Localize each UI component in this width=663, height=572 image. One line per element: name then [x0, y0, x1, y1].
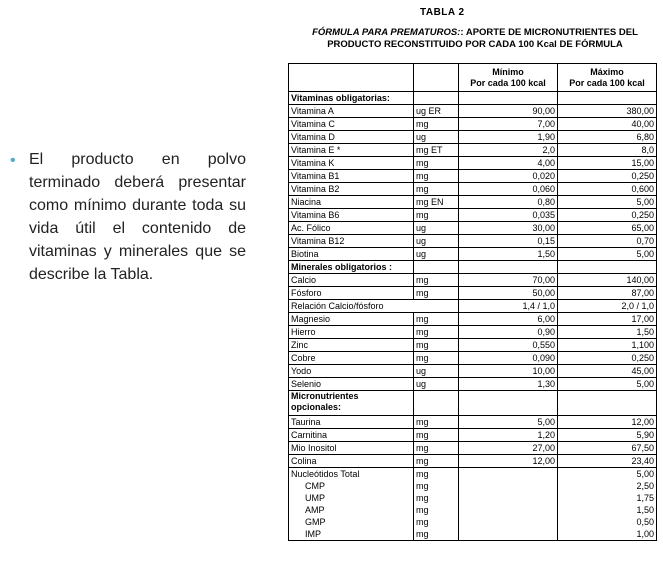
table-section-row — [289, 391, 657, 416]
table-row — [289, 365, 657, 378]
table-row — [289, 516, 657, 528]
unit-cell: mg — [414, 442, 459, 455]
table-section-row — [289, 261, 657, 274]
unit-cell: ug — [414, 235, 459, 248]
nutrient-name-cell: Vitamina K — [289, 157, 414, 170]
min-value-cell: 0,060 — [459, 183, 558, 196]
table-row — [289, 131, 657, 144]
max-value-cell: 1,00 — [558, 528, 657, 541]
max-value-cell: 87,00 — [558, 287, 657, 300]
nutrient-name-cell: Niacina — [289, 196, 414, 209]
unit-cell: mg — [414, 504, 459, 516]
section-empty-cell — [459, 261, 558, 274]
table-row — [289, 313, 657, 326]
max-value-cell: 5,00 — [558, 378, 657, 391]
min-value-cell: 12,00 — [459, 455, 558, 468]
min-value-cell — [459, 492, 558, 504]
section-empty-cell — [414, 391, 459, 416]
table-header-row — [289, 64, 657, 92]
min-value-cell: 0,550 — [459, 339, 558, 352]
section-empty-cell — [558, 92, 657, 105]
unit-cell: mg — [414, 339, 459, 352]
table-row — [289, 455, 657, 468]
table-row — [289, 504, 657, 516]
table-subtitle-rest: : APORTE DE MICRONUTRIENTES DEL PRODUCTO RECONSTITUIDO POR CADA 100 Kcal DE FÓRMULA — [327, 27, 638, 50]
min-value-cell: 0,090 — [459, 352, 558, 365]
min-value-cell: 5,00 — [459, 416, 558, 429]
max-value-cell: 6,80 — [558, 131, 657, 144]
nutrient-name-cell: Biotina — [289, 248, 414, 261]
table-row — [289, 468, 657, 481]
nutrient-name-cell: Taurina — [289, 416, 414, 429]
table-row — [289, 274, 657, 287]
ratio-max-cell: 2,0 / 1,0 — [558, 300, 657, 313]
table-row — [289, 209, 657, 222]
min-value-cell — [459, 480, 558, 492]
min-value-cell — [459, 516, 558, 528]
min-value-cell: 10,00 — [459, 365, 558, 378]
table-section-row — [289, 92, 657, 105]
max-value-cell: 1,50 — [558, 326, 657, 339]
nutrient-name-cell: Vitamina B12 — [289, 235, 414, 248]
table-row — [289, 287, 657, 300]
table-title: TABLA 2 — [420, 7, 465, 18]
nutrient-name-cell: Vitamina B1 — [289, 170, 414, 183]
nutrient-name-cell: Hierro — [289, 326, 414, 339]
max-value-cell: 65,00 — [558, 222, 657, 235]
unit-cell: mg — [414, 209, 459, 222]
ratio-min-cell: 1,4 / 1,0 — [459, 300, 558, 313]
unit-cell: mg — [414, 468, 459, 481]
unit-cell: mg — [414, 528, 459, 541]
section-empty-cell — [414, 261, 459, 274]
max-value-cell: 5,00 — [558, 468, 657, 481]
unit-cell: mg — [414, 274, 459, 287]
unit-cell: mg — [414, 287, 459, 300]
table-row — [289, 416, 657, 429]
table-row — [289, 300, 657, 313]
max-value-cell: 67,50 — [558, 442, 657, 455]
unit-cell: mg — [414, 516, 459, 528]
min-value-cell: 1,20 — [459, 429, 558, 442]
unit-cell: ug — [414, 222, 459, 235]
max-value-cell: 5,00 — [558, 248, 657, 261]
header-unit-cell — [414, 64, 459, 92]
max-value-cell: 0,600 — [558, 183, 657, 196]
min-value-cell — [459, 468, 558, 481]
table-row — [289, 144, 657, 157]
unit-cell: ug — [414, 378, 459, 391]
left-paragraph: El producto en polvo terminado deberá presentar como mínimo durante toda su vida útil el contenido de vitaminas y minerales que se describe la Tabla. — [29, 151, 246, 283]
max-value-cell: 40,00 — [558, 118, 657, 131]
nutrient-name-cell: Yodo — [289, 365, 414, 378]
table-row — [289, 480, 657, 492]
nutrient-name-cell: Vitamina B6 — [289, 209, 414, 222]
unit-cell: mg — [414, 429, 459, 442]
max-value-cell: 12,00 — [558, 416, 657, 429]
table-row — [289, 196, 657, 209]
max-value-cell: 0,250 — [558, 352, 657, 365]
min-value-cell — [459, 528, 558, 541]
max-value-cell: 0,250 — [558, 209, 657, 222]
min-value-cell — [459, 504, 558, 516]
nutrient-name-cell: Calcio — [289, 274, 414, 287]
min-value-cell: 90,00 — [459, 105, 558, 118]
unit-cell: mg — [414, 480, 459, 492]
min-value-cell: 0,15 — [459, 235, 558, 248]
nutrient-name-cell: Vitamina E * — [289, 144, 414, 157]
micronutrient-table — [288, 63, 657, 541]
table-row — [289, 248, 657, 261]
table-row — [289, 429, 657, 442]
max-value-cell: 1,50 — [558, 504, 657, 516]
nutrient-name-cell: Selenio — [289, 378, 414, 391]
min-value-cell: 0,020 — [459, 170, 558, 183]
unit-cell: mg — [414, 326, 459, 339]
section-empty-cell — [459, 92, 558, 105]
table-row — [289, 378, 657, 391]
max-value-cell: 380,00 — [558, 105, 657, 118]
table-row — [289, 326, 657, 339]
max-value-cell: 23,40 — [558, 455, 657, 468]
min-value-cell: 1,50 — [459, 248, 558, 261]
max-value-cell: 140,00 — [558, 274, 657, 287]
unit-cell: mg — [414, 157, 459, 170]
max-value-cell: 0,50 — [558, 516, 657, 528]
table-row — [289, 442, 657, 455]
unit-cell: mg — [414, 416, 459, 429]
nutrient-name-cell: Nucleótidos Total — [289, 468, 414, 481]
min-value-cell: 50,00 — [459, 287, 558, 300]
table-row — [289, 528, 657, 541]
max-value-cell: 0,250 — [558, 170, 657, 183]
nutrient-name-cell: GMP — [289, 516, 414, 528]
max-value-cell: 15,00 — [558, 157, 657, 170]
header-min-cell: Mínimo Por cada 100 kcal — [459, 64, 558, 92]
unit-cell: mg — [414, 170, 459, 183]
max-value-cell: 8,0 — [558, 144, 657, 157]
max-value-cell: 1,75 — [558, 492, 657, 504]
nutrient-name-cell: Vitamina B2 — [289, 183, 414, 196]
nutrient-name-cell: Vitamina A — [289, 105, 414, 118]
min-value-cell: 0,80 — [459, 196, 558, 209]
max-value-cell: 5,00 — [558, 196, 657, 209]
table-row — [289, 157, 657, 170]
min-value-cell: 70,00 — [459, 274, 558, 287]
nutrient-name-cell: Vitamina D — [289, 131, 414, 144]
table-row — [289, 118, 657, 131]
unit-cell: ug ER — [414, 105, 459, 118]
section-empty-cell — [558, 391, 657, 416]
nutrient-name-cell: Colina — [289, 455, 414, 468]
table-subtitle-italic: FÓRMULA PARA PREMATUROS: — [312, 27, 461, 38]
nutrient-name-cell: Ac. Fólico — [289, 222, 414, 235]
table-row — [289, 492, 657, 504]
max-value-cell: 2,50 — [558, 480, 657, 492]
nutrient-name-cell: Magnesio — [289, 313, 414, 326]
unit-cell: mg — [414, 455, 459, 468]
max-value-cell: 5,90 — [558, 429, 657, 442]
min-value-cell: 4,00 — [459, 157, 558, 170]
section-label-cell: Vitaminas obligatorias: — [289, 92, 414, 105]
header-empty-cell — [289, 64, 414, 92]
section-label-cell: Micronutrientes opcionales: — [289, 391, 414, 416]
nutrient-name-cell: Zinc — [289, 339, 414, 352]
nutrient-name-cell: Cobre — [289, 352, 414, 365]
unit-cell: ug — [414, 131, 459, 144]
nutrient-name-cell: UMP — [289, 492, 414, 504]
table-row — [289, 222, 657, 235]
max-value-cell: 17,00 — [558, 313, 657, 326]
unit-cell: mg ET — [414, 144, 459, 157]
left-paragraph-block — [10, 148, 246, 286]
table-row — [289, 105, 657, 118]
ratio-name-cell: Relación Calcio/fósforo — [289, 300, 459, 313]
min-value-cell: 6,00 — [459, 313, 558, 326]
bullet-icon: • — [10, 152, 16, 169]
max-value-cell: 1,100 — [558, 339, 657, 352]
nutrient-name-cell: IMP — [289, 528, 414, 541]
header-max-cell: Máximo Por cada 100 kcal — [558, 64, 657, 92]
section-empty-cell — [459, 391, 558, 416]
min-value-cell: 1,90 — [459, 131, 558, 144]
table-row — [289, 352, 657, 365]
min-value-cell: 0,035 — [459, 209, 558, 222]
min-value-cell: 7,00 — [459, 118, 558, 131]
nutrient-name-cell: Mio Inositol — [289, 442, 414, 455]
nutrient-name-cell: AMP — [289, 504, 414, 516]
nutrient-name-cell: Vitamina C — [289, 118, 414, 131]
table-row — [289, 183, 657, 196]
table-row — [289, 339, 657, 352]
unit-cell: ug — [414, 248, 459, 261]
min-value-cell: 0,90 — [459, 326, 558, 339]
unit-cell: mg — [414, 183, 459, 196]
section-label-cell: Minerales obligatorios : — [289, 261, 414, 274]
min-value-cell: 30,00 — [459, 222, 558, 235]
unit-cell: mg — [414, 352, 459, 365]
nutrient-name-cell: CMP — [289, 480, 414, 492]
unit-cell: mg EN — [414, 196, 459, 209]
table-subtitle — [288, 27, 662, 51]
table-row — [289, 170, 657, 183]
unit-cell: mg — [414, 118, 459, 131]
unit-cell: mg — [414, 313, 459, 326]
section-empty-cell — [558, 261, 657, 274]
min-value-cell: 27,00 — [459, 442, 558, 455]
unit-cell: ug — [414, 365, 459, 378]
section-empty-cell — [414, 92, 459, 105]
unit-cell: mg — [414, 492, 459, 504]
min-value-cell: 2,0 — [459, 144, 558, 157]
nutrient-name-cell: Fósforo — [289, 287, 414, 300]
max-value-cell: 0,70 — [558, 235, 657, 248]
table-row — [289, 235, 657, 248]
max-value-cell: 45,00 — [558, 365, 657, 378]
min-value-cell: 1,30 — [459, 378, 558, 391]
nutrient-name-cell: Carnitina — [289, 429, 414, 442]
